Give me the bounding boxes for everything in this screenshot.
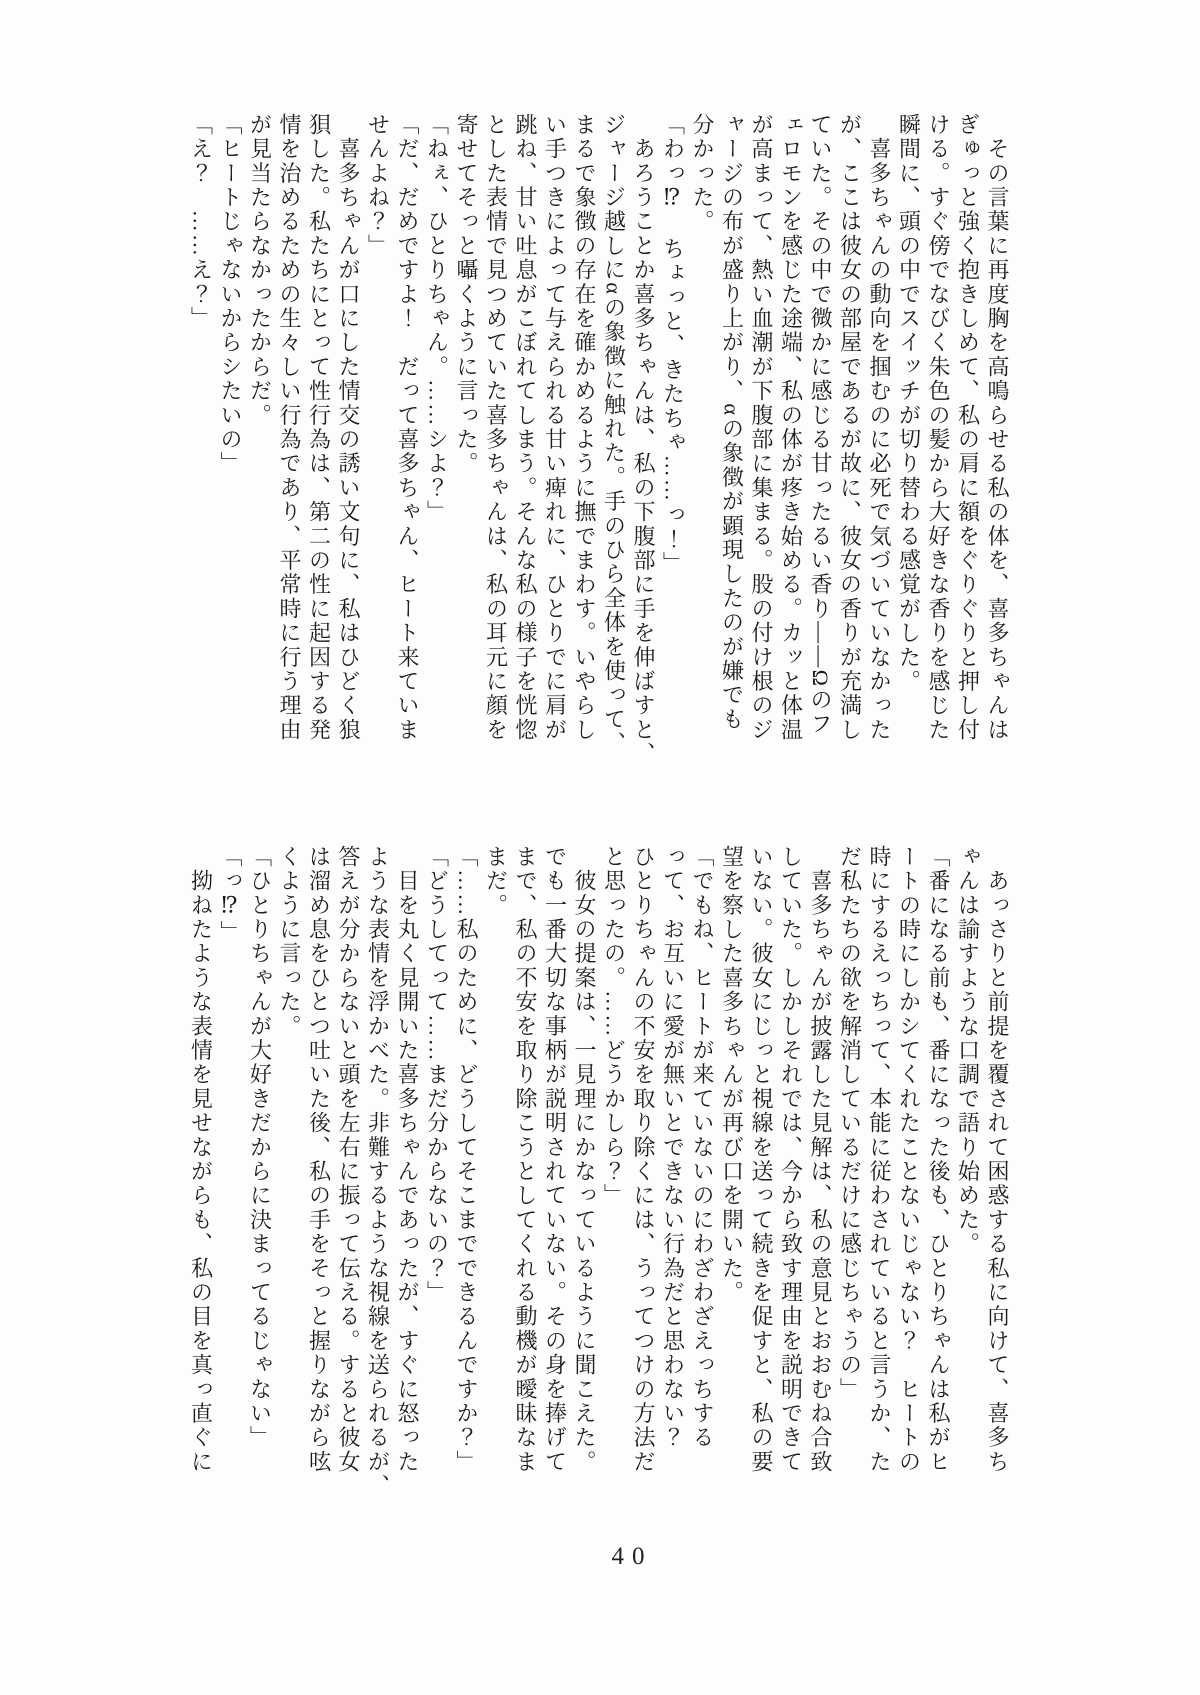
text-line: 「……私のために、どうしてそこまでできるんですか？」 (454, 845, 479, 1475)
text-line: は溜め息をひとつ吐いた後、私の手をそっと握りながら呟 (306, 845, 332, 1475)
text-line: その言葉に再度胸を高鳴らせる私の体を、喜多ちゃんは (985, 113, 1010, 743)
text-line: まだ。 (483, 845, 509, 918)
text-line: ートの時にしかシてくれたことないじゃない？ ヒートの (896, 845, 922, 1475)
text-line: 彼女の提案は、一見理にかなっているように聞こえた。 (572, 845, 597, 1475)
text-line: 「だ、だめですよ！ だって喜多ちゃん、ヒート来ていま (395, 113, 420, 743)
text-line: 分かった。 (690, 113, 715, 234)
text-line: 瞬間に、頭の中でスイッチが切り替わる感覚がした。 (896, 113, 922, 694)
text-line: 答えが分からないと頭を左右に振って伝える。すると彼女 (336, 845, 361, 1475)
text-line: が、ここは彼女の部屋であるが故に、彼女の香りが充満し (837, 113, 863, 743)
text-line: いない。彼女にじっと視線を送って続きを促すと、私の要 (749, 845, 774, 1475)
text-line: していた。しかしそれでは、今から致す理由を説明できて (778, 845, 804, 1475)
text-line: ゃんは諭すような口調で語り始めた。 (955, 845, 981, 1257)
text-line: まるで象徴の存在を確かめるように撫でまわす。いやらし (572, 113, 597, 743)
text-line: が見当たらなかったからだ。 (247, 113, 273, 428)
text-line: ような表情を浮かべた。非難するような視線を送られるが、 (365, 845, 391, 1499)
text-line: 「ヒートじゃないからシたいの」 (218, 113, 243, 476)
text-line: 「でもね、ヒートが来ていないのにわざわざえっちする (690, 845, 715, 1450)
text-line: 喜多ちゃんが披露した見解は、私の意見とおおむね合致 (808, 845, 833, 1475)
text-line: ェロモンを感じた途端、私の体が疼き始める。カッと体温 (778, 113, 804, 743)
text-line: 情を治めるための生々しい行為であり、平常時に行う理由 (277, 113, 302, 743)
text-line: 「ねぇ、ひとりちゃん。……シよ？」 (424, 113, 450, 525)
text-line: って、お互いに愛が無いとできない行為だと思わない？ (660, 845, 686, 1450)
text-line: とした表情で見つめていた喜多ちゃんは、私の耳元に顔を (483, 113, 509, 743)
text-line: 「番になる前も、番になった後も、ひとりちゃんは私がヒ (926, 845, 951, 1475)
text-block-bottom (186, 845, 1012, 1499)
text-line: あっさりと前提を覆されて困惑する私に向けて、喜多ち (985, 845, 1010, 1475)
text-line: ぎゅっと強く抱きしめて、私の肩に額をぐりぐりと押し付 (955, 113, 981, 743)
text-line: でも一番大切な事柄が説明されていない。その身を捧げて (542, 845, 568, 1475)
text-line: が高まって、熱い血潮が下腹部に集まる。股の付け根のジ (749, 113, 774, 743)
text-line: 狽した。私たちにとって性行為は、第二の性に起因する発 (306, 113, 332, 743)
text-line: 「わっ⁉ ちょっと、きたちゃ……っ！」 (660, 113, 686, 576)
text-line: 「どうしてって……まだ分からないの？」 (424, 845, 450, 1305)
text-line: 「っ⁉」 (218, 845, 243, 945)
text-line: ていた。その中で微かに感じる甘ったるい香り――Ωのフ (808, 113, 833, 737)
text-line: ャージの布が盛り上がり、αの象徴が顕現したのが嫌でも (719, 113, 745, 732)
text-line: ジャージ越しにαの象徴に触れた。手のひら全体を使って、 (601, 113, 627, 756)
text-line: 喜多ちゃんの動向を掴むのに必死で気づいていなかった (867, 113, 892, 743)
text-line: 「え？ ……え？」 (188, 113, 214, 331)
text-line: 喜多ちゃんが口にした情交の誘い文句に、私はひどく狼 (336, 113, 361, 743)
text-line: 跳ね、甘い吐息がこぼれてしまう。そんな私の様子を恍惚 (513, 113, 538, 743)
page-number: 40 (611, 1543, 653, 1570)
text-line: 拗ねたような表情を見せながらも、私の目を真っ直ぐに (188, 845, 214, 1475)
text-block-top (186, 113, 1012, 767)
text-line: せんよね？」 (365, 113, 391, 259)
text-line: 「ひとりちゃんが大好きだからに決まってるじゃない」 (247, 845, 273, 1450)
text-line: 目を丸く見開いた喜多ちゃんであったが、すぐに怒った (395, 845, 420, 1475)
text-line: あろうことか喜多ちゃんは、私の下腹部に手を伸ばすと、 (631, 113, 656, 767)
text-line: 望を察した喜多ちゃんが再び口を開いた。 (719, 845, 745, 1305)
text-line: 時にするえっちって、本能に従わされていると言うか、た (867, 845, 892, 1475)
text-line: 寄せてそっと囁くように言った。 (454, 113, 479, 476)
text-line: まで、私の不安を取り除こうとしてくれる動機が曖昧なま (513, 845, 538, 1475)
text-line: ひとりちゃんの不安を取り除くには、うってつけの方法だ (631, 845, 656, 1475)
text-line: い手つきによって与えられる甘い痺れに、ひとりでに肩が (542, 113, 568, 743)
text-line: と思ったの。……どうかしら？」 (601, 845, 627, 1208)
text-line: だ私たちの欲を解消しているだけに感じちゃうの」 (837, 845, 863, 1402)
text-line: くように言った。 (277, 845, 302, 1039)
text-line: ける。すぐ傍でなびく朱色の髪から大好きな香りを感じた (926, 113, 951, 743)
